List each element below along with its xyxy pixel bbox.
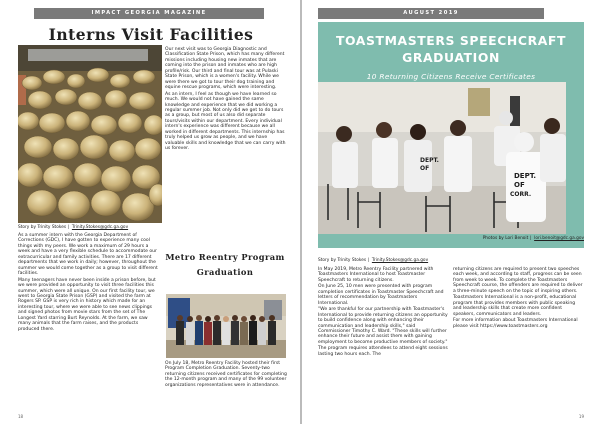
page-number: 18: [18, 414, 24, 419]
paragraph: "We are thankful for our partnership with Toastmaster's International to provide returning citizens an opportunity to build confidence along with enhancing their communication and leadership skills," said Commissioner Timothy C. Ward. "These skills will further enhance their future and assist them with gaining employment to become productive members of society.": [318, 307, 448, 345]
svg-text:CORR.: CORR.: [510, 191, 532, 198]
credit-name: Story by Trinity Stokes |: [18, 225, 69, 230]
credit-email-link[interactable]: Trinity.Stokes@gdc.ga.gov: [371, 258, 429, 263]
photo-credit: [18, 225, 128, 230]
metro-reentry-title: Metro Reentry Program Graduation: [165, 252, 285, 277]
toastmasters-subtitle: 10 Returning Citizens Receive Certificates: [366, 72, 536, 81]
svg-text:DEPT.: DEPT.: [514, 172, 537, 180]
page-number: 19: [578, 414, 584, 419]
photo-credit: [483, 236, 584, 241]
credit-email-link[interactable]: Trinity.Stokes@gdc.ga.gov: [71, 225, 129, 230]
toastmasters-column-2: [453, 267, 584, 330]
paragraph: Our next visit was to Georgia Diagnostic and Classification State Prison, which has many different missions including housing new inmates that are coming into the prison and inmates who are high profile/risk. Our third and final tour was at Pulaski State Prison, which is a women's facility. While we were there we got to tour their dog training and equine rescue programs, which were interesting.: [165, 47, 285, 91]
toastmasters-title: TOASTMASTERS SPEECHCRAFT GRADUATION: [335, 33, 567, 65]
toastmasters-column-1: [318, 267, 448, 358]
svg-text:OF: OF: [420, 165, 430, 172]
interns-column-2: [165, 47, 287, 153]
credit-name: Photos by Lori Benoit |: [482, 236, 532, 241]
credit-name: Story by Trinity Stokes |: [318, 258, 369, 263]
svg-text:DEPT.: DEPT.: [420, 157, 439, 164]
paragraph: On July 18, Metro Reentry Facility hosted their first Program Completion Graduation. Seventy-two returning citizens received certificates for completing the 12-month program and many of the 99 volunteer organizations representatives were in attendance.: [165, 361, 287, 388]
paragraph: returning citizens are required to present two speeches each week, and according to staff, progress can be seen from week to week. To complete the Toastmasters Speechcraft course, the offenders are required to deliver a three-minute speech on the topic of inspiring others.: [453, 267, 583, 294]
credit-email-link[interactable]: lori.benoit@gdc.ga.gov: [534, 236, 584, 241]
paragraph: For more information about Toastmasters International please visit https://www.toastmasters.org: [453, 318, 578, 329]
graduation-group-photo: [166, 294, 286, 358]
paragraph: On June 25, 10 men were presented with program completion certificates in Toastmaster Speechcraft and letters of recommendation by Toastmasters International.: [318, 284, 444, 306]
paragraph: Toastmasters International is a non-profit, educational program that provides members with public speaking and leadership skills that create more confident speakers, communicators and leaders.: [453, 295, 577, 317]
metro-reentry-text: [165, 361, 287, 389]
interns-column-1: [18, 233, 158, 333]
magazine-header: IMPACT GEORGIA MAGAZINE: [34, 8, 264, 19]
paragraph: Many teenagers have never been inside a prison before, but we were provided an opportunity to visit three facilities this summer, which were all unique. On our first facility tour, we went to Georgia State Prison (GSP) and visited the farm at Rogers SP. GSP is very rich in history which made for an interesting tour, where we were able to see news clippings and signed photos from movie stars from the set of The Longest Yard starring Burt Reynolds. At the farm, we saw many animals that the farm raises, and the products produced there.: [18, 277, 156, 332]
issue-date-header: AUGUST 2019: [318, 8, 544, 19]
paragraph: In May 2019, Metro Reentry Facility partnered with Toastmasters International to host Toastmaster Speechcraft to returning citizens.: [318, 267, 434, 283]
svg-text:OF: OF: [514, 181, 525, 189]
interns-article-title: Interns Visit Facilities: [48, 25, 254, 44]
paragraph: As an intern, I feel as though we have learned so much. We would not have gained the same knowledge and experience that we did working a regular summer job. Not only did we get to do tours as a group, but most of us also did separate tours/visits within our department. Every individual intern's experience was different because we all worked in different departments. This internship has truly helped us grow as people, and we have valuable skills and knowledge that we can carry with us forever.: [165, 91, 286, 152]
classroom-photo: [318, 82, 566, 234]
right-page: [302, 0, 600, 424]
potato-harvest-photo: [18, 45, 162, 223]
paragraph: The program requires attendees to attend eight sessions lasting two hours each. The: [318, 346, 448, 357]
paragraph: As a summer intern with the Georgia Department of Corrections (GDC), I have gotten to experience many cool things with my peers. We work a maximum of 29 hours a week and have a very flexible schedule to accommodate our extracurricular and family activities. There are 17 different departments that we work in daily; however, throughout the summer we would come together as a group to visit different facilities.: [18, 233, 158, 277]
story-credit: [318, 258, 428, 263]
